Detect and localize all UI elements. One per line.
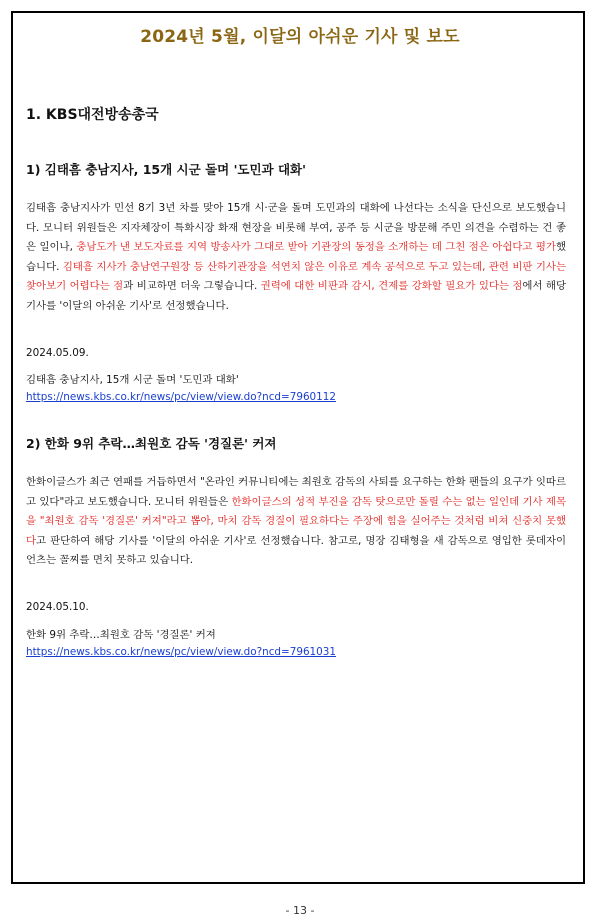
article-1-date: 2024.05.09.: [26, 347, 89, 359]
article-1-ref-title: 김태흠 충남지사, 15개 시군 돌며 '도민과 대화': [26, 374, 239, 386]
article-2-body: [26, 473, 566, 571]
page-number: - 13 -: [285, 904, 315, 917]
article-1-body-seg-0: 김태흠 충남지사가 민선 8기 3년 차를 맞아 15개 시·군을 돌며 도민과의 대화에 나선다는 소식을 단신으로 보도했습니다. 모니터 위원들은 지자체장이 특화시장 화재 현장을 비롯해 부여, 공주 등 시군을 방문해 주민 의견을 수렴하는 건 좋은 일이나,: [26, 202, 566, 253]
article-1-body-seg-1: 충남도가 낸 보도자료를 지역 방송사가 그대로 받아 기관장의 동정을 소개하는 데 그친 점은 아쉽다고 평가: [76, 241, 556, 253]
article-1-link[interactable]: https://news.kbs.co.kr/news/pc/view/view.do?ncd=7960112: [26, 391, 336, 403]
article-1-body-seg-2: 했습니다.: [26, 241, 567, 273]
article-2-date: 2024.05.10.: [26, 601, 89, 613]
section-heading: 1. KBS대전방송총국: [26, 107, 159, 123]
page-title: 2024년 5월, 이달의 아쉬운 기사 및 보도: [140, 27, 460, 47]
article-1-body-seg-3: 김태흠 지사가 충남연구원장 등 산하기관장을 석연치 않은 이유로 계속 공석으로 두고 있는데, 관련 비판 기사는 찾아보기 어렵다는 점: [26, 260, 566, 292]
article-1-heading: 1) 김태흠 충남지사, 15개 시군 돌며 '도민과 대화': [26, 162, 306, 177]
article-2-body-seg-2: 고 판단하여 해당 기사를 '이달의 아쉬운 기사'로 선정했습니다. 참고로, 명장 김태형을 새 감독으로 영입한 롯데자이언츠는 꼴찌를 면치 못하고 있습니다.: [26, 534, 566, 566]
article-2-ref-title: 한화 9위 추락…최원호 감독 '경질론' 커져: [26, 629, 216, 641]
article-2-heading: 2) 한화 9위 추락…최원호 감독 '경질론' 커져: [26, 436, 277, 451]
article-2-body-seg-1: 한화이글스의 성적 부진을 감독 탓으로만 돌릴 수는 없는 일인데 기사 제목을 "최원호 감독 '경질론' 커져"라고 뽑아, 마치 감독 경질이 필요하다는 주장에 힘을 실어주는 것처럼 비쳐 신중치 못했다: [26, 495, 566, 547]
article-1-body-seg-6: 에서 해당 기사를 '이달의 아쉬운 기사'로 선정했습니다.: [26, 280, 566, 312]
article-1-body-seg-5: 권력에 대한 비판과 감시, 견제를 강화할 필요가 있다는 점: [260, 280, 523, 292]
article-1-body-seg-4: 과 비교하면 더욱 그렇습니다.: [123, 280, 261, 292]
article-2-body-seg-0: 한화이글스가 최근 연패를 거듭하면서 "온라인 커뮤니티에는 최원호 감독의 사퇴를 요구하는 한화 팬들의 요구가 잇따르고 있다"라고 보도했습니다. 모니터 위원들은: [26, 476, 566, 508]
article-2-link[interactable]: https://news.kbs.co.kr/news/pc/view/view.do?ncd=7961031: [26, 646, 336, 658]
article-1-body: [26, 199, 566, 316]
